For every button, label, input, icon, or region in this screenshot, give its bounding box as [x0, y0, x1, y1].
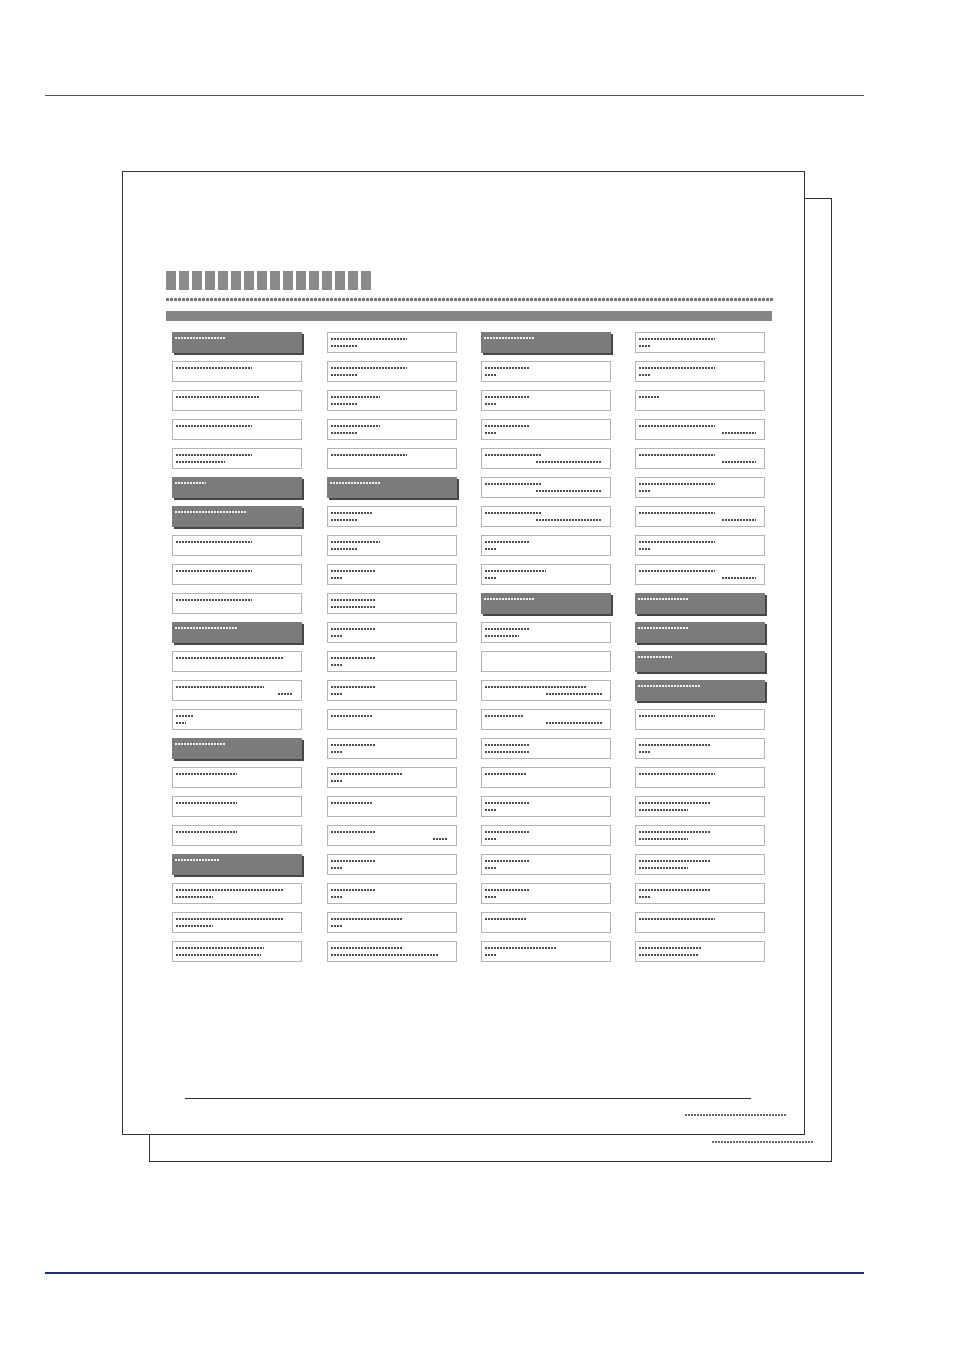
sheet-footer-rule: [185, 1098, 751, 1099]
menu-item-text: [176, 461, 225, 463]
title-glyph: [166, 271, 176, 290]
menu-item-box: [481, 651, 611, 672]
menu-item-box: [172, 448, 302, 469]
menu-item-box: [327, 767, 457, 788]
menu-item-box: [635, 767, 765, 788]
menu-item-box: [635, 390, 765, 411]
back-sheet-footer-text: [712, 1141, 814, 1143]
menu-item-text: [331, 519, 358, 521]
menu-item-text: [331, 374, 358, 376]
menu-item-text: [331, 657, 375, 659]
menu-item-text: [331, 338, 407, 340]
menu-header-box: [172, 738, 302, 759]
header-rule: [45, 95, 864, 96]
menu-item-text: [331, 635, 343, 637]
menu-item-text: [485, 686, 587, 688]
menu-item-text: [485, 577, 497, 579]
menu-item-text: [176, 954, 261, 956]
menu-header-box: [481, 593, 611, 614]
menu-item-box: [172, 767, 302, 788]
menu-item-text: [331, 403, 358, 405]
title-glyph: [218, 271, 228, 290]
sheet-title-bar: [166, 311, 772, 321]
menu-item-text: [485, 396, 529, 398]
menu-item-text: [331, 345, 358, 347]
menu-item-text: [331, 628, 375, 630]
menu-item-text: [485, 628, 529, 630]
menu-item-text: [639, 367, 715, 369]
menu-item-box: [327, 796, 457, 817]
menu-item-box: [635, 738, 765, 759]
menu-item-box: [327, 825, 457, 846]
menu-item-value: [722, 461, 756, 463]
menu-item-text: [485, 548, 497, 550]
menu-item-text: [175, 482, 206, 484]
menu-item-text: [639, 773, 715, 775]
menu-item-text: [176, 925, 213, 927]
menu-item-text: [331, 599, 375, 601]
menu-item-text: [331, 693, 343, 695]
menu-item-box: [172, 593, 302, 614]
menu-item-text: [485, 802, 529, 804]
menu-item-box: [327, 535, 457, 556]
menu-item-box: [327, 622, 457, 643]
title-glyph: [322, 271, 332, 290]
menu-item-box: [172, 912, 302, 933]
title-glyph: [179, 271, 189, 290]
menu-item-box: [327, 883, 457, 904]
menu-item-text: [639, 831, 710, 833]
menu-item-box: [481, 796, 611, 817]
menu-item-box: [635, 506, 765, 527]
menu-item-value: [546, 722, 602, 724]
menu-item-text: [638, 627, 689, 629]
front-sheet-footer-text: [685, 1114, 787, 1116]
menu-item-box: [481, 390, 611, 411]
menu-item-text: [639, 425, 715, 427]
menu-item-text: [485, 367, 529, 369]
menu-item-text: [176, 773, 237, 775]
menu-item-box: [635, 448, 765, 469]
menu-item-box: [172, 535, 302, 556]
menu-item-text: [485, 454, 541, 456]
menu-item-box: [635, 332, 765, 353]
menu-item-box: [481, 912, 611, 933]
menu-item-text: [176, 947, 264, 949]
menu-item-box: [481, 883, 611, 904]
menu-item-text: [331, 548, 358, 550]
menu-item-text: [485, 809, 497, 811]
menu-header-box: [172, 332, 302, 353]
title-glyph: [283, 271, 293, 290]
menu-item-text: [176, 425, 252, 427]
menu-item-text: [331, 744, 375, 746]
menu-item-box: [481, 767, 611, 788]
menu-item-box: [635, 825, 765, 846]
menu-item-text: [175, 627, 238, 629]
menu-item-box: [635, 941, 765, 962]
menu-item-text: [330, 482, 381, 484]
menu-item-text: [175, 511, 246, 513]
menu-header-box: [172, 506, 302, 527]
menu-item-text: [176, 686, 264, 688]
menu-item-text: [331, 664, 343, 666]
menu-item-text: [639, 751, 651, 753]
menu-item-value: [433, 838, 448, 840]
menu-item-text: [485, 744, 529, 746]
menu-item-text: [639, 454, 715, 456]
menu-item-value: [536, 490, 602, 492]
menu-item-text: [639, 483, 715, 485]
menu-item-text: [176, 367, 252, 369]
menu-item-text: [639, 744, 710, 746]
menu-item-text: [331, 918, 402, 920]
menu-item-value: [278, 693, 293, 695]
menu-item-text: [485, 541, 529, 543]
menu-item-text: [485, 403, 497, 405]
menu-item-text: [175, 337, 226, 339]
menu-item-text: [639, 570, 715, 572]
menu-item-text: [485, 838, 497, 840]
menu-item-text: [176, 454, 252, 456]
menu-item-text: [331, 570, 375, 572]
menu-item-text: [331, 606, 375, 608]
menu-item-text: [331, 867, 343, 869]
menu-item-box: [481, 361, 611, 382]
menu-item-box: [481, 477, 611, 498]
menu-item-box: [172, 564, 302, 585]
menu-item-text: [331, 425, 380, 427]
menu-item-text: [639, 715, 715, 717]
menu-item-box: [635, 564, 765, 585]
menu-item-text: [331, 751, 343, 753]
front-sheet: [122, 171, 805, 1135]
menu-item-text: [485, 715, 524, 717]
menu-item-text: [639, 338, 715, 340]
menu-item-text: [484, 337, 535, 339]
menu-item-box: [327, 680, 457, 701]
menu-item-text: [176, 802, 237, 804]
menu-item-text: [639, 548, 651, 550]
title-glyph: [309, 271, 319, 290]
menu-item-text: [485, 432, 497, 434]
menu-item-text: [176, 657, 283, 659]
menu-item-text: [485, 425, 529, 427]
menu-item-box: [172, 651, 302, 672]
menu-item-box: [327, 854, 457, 875]
menu-header-box: [635, 593, 765, 614]
menu-item-box: [327, 564, 457, 585]
menu-item-text: [639, 802, 710, 804]
menu-item-text: [485, 860, 529, 862]
menu-item-box: [481, 854, 611, 875]
menu-item-text: [331, 780, 343, 782]
menu-item-box: [172, 419, 302, 440]
menu-item-text: [176, 570, 252, 572]
menu-item-text: [485, 831, 529, 833]
menu-item-text: [639, 889, 710, 891]
menu-item-text: [176, 889, 283, 891]
menu-item-box: [172, 796, 302, 817]
menu-item-text: [331, 454, 407, 456]
menu-item-box: [635, 912, 765, 933]
menu-item-box: [327, 419, 457, 440]
menu-item-box: [481, 564, 611, 585]
menu-item-text: [485, 483, 541, 485]
menu-header-box: [327, 477, 457, 498]
menu-item-box: [327, 593, 457, 614]
title-glyph: [335, 271, 345, 290]
menu-item-text: [485, 570, 546, 572]
menu-item-box: [327, 738, 457, 759]
menu-item-box: [327, 361, 457, 382]
menu-item-text: [639, 896, 651, 898]
menu-item-text: [639, 396, 659, 398]
menu-item-text: [176, 715, 193, 717]
menu-item-box: [172, 361, 302, 382]
menu-item-text: [331, 896, 343, 898]
menu-item-text: [485, 896, 497, 898]
menu-item-text: [639, 838, 688, 840]
sheet-subtitle: [166, 298, 773, 301]
menu-item-text: [485, 374, 497, 376]
menu-header-box: [635, 651, 765, 672]
menu-item-text: [639, 947, 702, 949]
menu-item-text: [331, 577, 343, 579]
menu-item-text: [331, 541, 380, 543]
menu-item-text: [638, 656, 672, 658]
menu-item-box: [635, 419, 765, 440]
menu-item-box: [481, 941, 611, 962]
menu-item-box: [327, 941, 457, 962]
menu-item-box: [635, 477, 765, 498]
menu-header-box: [635, 680, 765, 701]
title-glyph: [205, 271, 215, 290]
menu-item-text: [485, 773, 526, 775]
menu-item-text: [331, 954, 438, 956]
menu-item-text: [331, 773, 402, 775]
menu-item-value: [536, 519, 602, 521]
menu-item-text: [639, 860, 710, 862]
menu-item-box: [172, 390, 302, 411]
menu-item-box: [635, 361, 765, 382]
menu-item-box: [481, 738, 611, 759]
menu-item-text: [331, 947, 402, 949]
title-glyph: [348, 271, 358, 290]
menu-item-text: [176, 918, 283, 920]
menu-item-box: [481, 825, 611, 846]
menu-item-text: [331, 367, 407, 369]
menu-item-box: [481, 709, 611, 730]
menu-item-box: [327, 506, 457, 527]
menu-item-text: [485, 947, 556, 949]
title-glyph: [296, 271, 306, 290]
menu-item-text: [485, 954, 497, 956]
menu-item-text: [485, 751, 529, 753]
menu-item-text: [331, 432, 358, 434]
menu-item-box: [481, 535, 611, 556]
menu-header-box: [172, 622, 302, 643]
menu-header-box: [172, 477, 302, 498]
menu-item-text: [638, 685, 701, 687]
menu-item-text: [331, 396, 380, 398]
menu-item-box: [172, 941, 302, 962]
menu-item-text: [639, 918, 715, 920]
menu-item-text: [485, 512, 541, 514]
menu-item-box: [172, 680, 302, 701]
menu-item-text: [639, 345, 651, 347]
menu-item-box: [327, 709, 457, 730]
menu-item-text: [176, 831, 237, 833]
menu-item-box: [327, 390, 457, 411]
menu-item-text: [639, 374, 651, 376]
menu-item-text: [331, 889, 375, 891]
menu-item-text: [331, 512, 372, 514]
footer-rule: [45, 1272, 864, 1274]
menu-item-box: [327, 332, 457, 353]
menu-header-box: [172, 854, 302, 875]
menu-item-box: [635, 535, 765, 556]
title-glyph: [270, 271, 280, 290]
menu-item-text: [485, 918, 526, 920]
menu-item-text: [331, 831, 375, 833]
title-glyph: [257, 271, 267, 290]
menu-item-text: [638, 598, 689, 600]
menu-item-text: [639, 512, 715, 514]
menu-item-value: [546, 693, 602, 695]
menu-item-box: [635, 883, 765, 904]
menu-item-box: [481, 448, 611, 469]
title-glyph: [231, 271, 241, 290]
menu-item-box: [635, 796, 765, 817]
menu-item-text: [485, 867, 497, 869]
menu-item-box: [481, 622, 611, 643]
sheet-title: [166, 271, 371, 290]
title-glyph: [244, 271, 254, 290]
menu-item-text: [175, 743, 226, 745]
menu-item-value: [722, 577, 756, 579]
title-glyph: [192, 271, 202, 290]
menu-item-box: [327, 912, 457, 933]
menu-item-box: [172, 825, 302, 846]
menu-item-value: [722, 519, 756, 521]
menu-item-text: [484, 598, 535, 600]
menu-item-text: [485, 635, 519, 637]
menu-item-text: [331, 686, 375, 688]
menu-item-value: [722, 432, 756, 434]
menu-item-text: [331, 860, 375, 862]
title-glyph: [361, 271, 371, 290]
menu-item-box: [481, 506, 611, 527]
menu-item-text: [639, 490, 651, 492]
menu-header-box: [635, 622, 765, 643]
menu-item-text: [331, 715, 372, 717]
menu-item-text: [176, 599, 252, 601]
menu-item-text: [639, 867, 688, 869]
menu-item-text: [639, 809, 688, 811]
menu-item-value: [536, 461, 602, 463]
menu-item-text: [176, 396, 259, 398]
menu-item-text: [176, 722, 186, 724]
menu-item-text: [175, 859, 219, 861]
menu-item-text: [176, 896, 213, 898]
menu-item-text: [639, 954, 698, 956]
menu-item-text: [485, 889, 529, 891]
menu-item-box: [172, 883, 302, 904]
menu-item-text: [639, 541, 715, 543]
menu-item-text: [331, 925, 343, 927]
menu-header-box: [481, 332, 611, 353]
menu-item-box: [327, 651, 457, 672]
menu-item-box: [635, 709, 765, 730]
menu-item-box: [481, 419, 611, 440]
menu-item-box: [481, 680, 611, 701]
menu-item-box: [172, 709, 302, 730]
menu-item-text: [176, 541, 252, 543]
menu-item-box: [635, 854, 765, 875]
menu-item-box: [327, 448, 457, 469]
menu-item-text: [331, 802, 372, 804]
